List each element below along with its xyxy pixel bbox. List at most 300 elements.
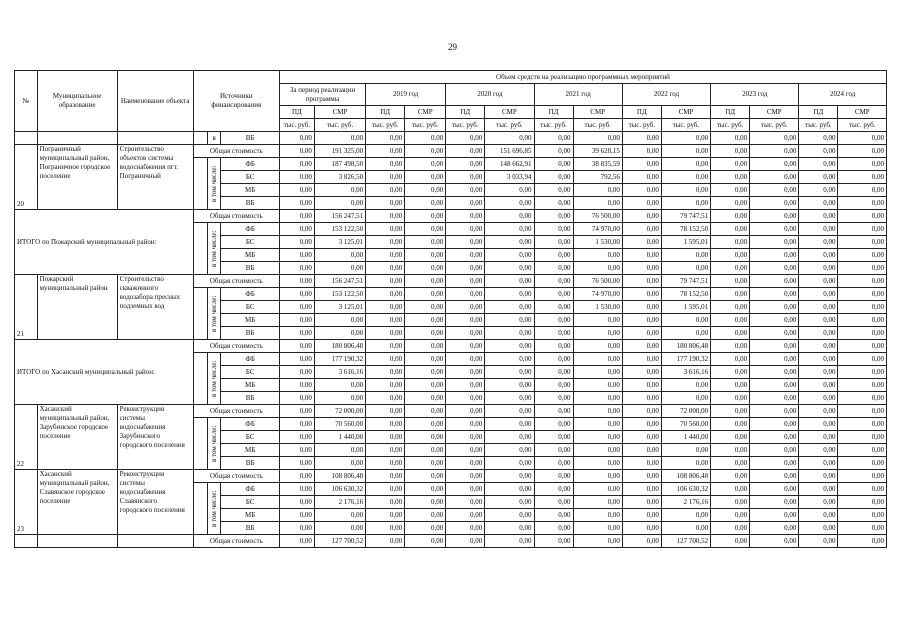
funding-table <box>14 70 887 548</box>
in-total-mark: в <box>208 132 221 145</box>
municipality: Хасанский муниципальный район, Зарубинское городское поселение <box>37 405 117 470</box>
value-cell: 0,00 <box>838 431 887 444</box>
value-cell: 0,00 <box>405 171 446 184</box>
value-cell: 1 530,00 <box>573 236 622 249</box>
value-cell: 2 176,16 <box>661 496 710 509</box>
value-cell: 0,00 <box>711 405 750 418</box>
value-cell: 0,00 <box>711 132 750 145</box>
value-cell: 0,00 <box>750 418 799 431</box>
value-cell: 0,00 <box>799 405 838 418</box>
value-cell: 39 628,15 <box>573 145 622 158</box>
value-cell: 156 247,51 <box>314 210 365 223</box>
in-total-label: в том числе: <box>208 158 221 210</box>
header-smr: СМР <box>838 106 887 119</box>
value-cell: 0,00 <box>279 184 314 197</box>
value-cell: 0,00 <box>314 444 365 457</box>
value-cell: 0,00 <box>446 379 485 392</box>
value-cell: 0,00 <box>485 327 534 340</box>
value-cell: 0,00 <box>799 418 838 431</box>
value-cell: 0,00 <box>622 418 661 431</box>
value-cell: 0,00 <box>485 535 534 548</box>
object-name: Реконструкция системы водоснабжения Славянского городского поселения <box>117 470 193 535</box>
value-cell: 0,00 <box>711 314 750 327</box>
value-cell: 0,00 <box>750 275 799 288</box>
value-cell: 0,00 <box>838 210 887 223</box>
value-cell: 0,00 <box>711 431 750 444</box>
empty-cell <box>15 132 38 145</box>
value-cell: 0,00 <box>838 444 887 457</box>
value-cell: 0,00 <box>573 132 622 145</box>
value-cell: 0,00 <box>622 275 661 288</box>
value-cell: 0,00 <box>534 249 573 262</box>
value-cell: 0,00 <box>799 236 838 249</box>
value-cell: 0,00 <box>366 340 405 353</box>
value-cell: 0,00 <box>838 379 887 392</box>
empty-cell <box>193 158 207 210</box>
value-cell: 0,00 <box>622 197 661 210</box>
value-cell: 0,00 <box>485 262 534 275</box>
value-cell: 0,00 <box>279 301 314 314</box>
value-cell: 0,00 <box>279 405 314 418</box>
header-pd: ПД <box>279 106 314 119</box>
value-cell: 0,00 <box>534 288 573 301</box>
value-cell: 156 247,51 <box>314 275 365 288</box>
value-cell: 0,00 <box>279 509 314 522</box>
value-cell: 0,00 <box>838 262 887 275</box>
value-cell: 0,00 <box>799 314 838 327</box>
itogo-label: ИТОГО по Пожарский муниципальный район: <box>15 210 194 275</box>
value-cell: 0,00 <box>799 145 838 158</box>
in-total-label: в том числе: <box>208 353 221 405</box>
in-total-label: в том числе: <box>208 288 221 340</box>
value-cell: 0,00 <box>573 249 622 262</box>
value-cell: 0,00 <box>534 418 573 431</box>
value-cell: 0,00 <box>799 470 838 483</box>
value-cell: 0,00 <box>838 483 887 496</box>
value-cell: 0,00 <box>405 249 446 262</box>
value-cell: 0,00 <box>405 145 446 158</box>
value-cell: 0,00 <box>711 184 750 197</box>
value-cell: 0,00 <box>405 535 446 548</box>
value-cell: 0,00 <box>622 327 661 340</box>
value-cell: 0,00 <box>750 483 799 496</box>
value-cell: 76 500,00 <box>573 210 622 223</box>
value-cell: 0,00 <box>366 496 405 509</box>
value-cell: 0,00 <box>446 262 485 275</box>
header-period: За период реализации программы <box>279 84 365 106</box>
value-cell: 0,00 <box>366 405 405 418</box>
value-cell: 0,00 <box>799 184 838 197</box>
value-cell: 78 152,50 <box>661 288 710 301</box>
value-cell: 0,00 <box>750 379 799 392</box>
table-row <box>15 132 887 145</box>
value-cell: 0,00 <box>711 496 750 509</box>
value-cell: 0,00 <box>366 301 405 314</box>
header-year: 2023 год <box>711 84 799 106</box>
header-year: 2022 год <box>622 84 710 106</box>
source-code: МБ <box>221 314 280 327</box>
value-cell: 0,00 <box>838 366 887 379</box>
value-cell: 0,00 <box>366 418 405 431</box>
value-cell: 0,00 <box>750 262 799 275</box>
header-sources: Источники финансирования <box>193 71 279 132</box>
value-cell: 0,00 <box>446 314 485 327</box>
value-cell: 0,00 <box>573 340 622 353</box>
header-smr: СМР <box>405 106 446 119</box>
value-cell: 0,00 <box>838 353 887 366</box>
value-cell: 0,00 <box>711 340 750 353</box>
value-cell: 0,00 <box>314 522 365 535</box>
value-cell: 0,00 <box>838 457 887 470</box>
value-cell: 0,00 <box>750 223 799 236</box>
value-cell: 0,00 <box>622 223 661 236</box>
value-cell: 0,00 <box>622 340 661 353</box>
value-cell: 0,00 <box>446 457 485 470</box>
source-code: ФБ <box>221 223 280 236</box>
value-cell: 0,00 <box>661 145 710 158</box>
value-cell: 0,00 <box>838 509 887 522</box>
source-code: БС <box>221 171 280 184</box>
value-cell: 79 747,51 <box>661 210 710 223</box>
value-cell: 0,00 <box>366 132 405 145</box>
value-cell: 0,00 <box>573 509 622 522</box>
value-cell: 0,00 <box>573 418 622 431</box>
value-cell: 0,00 <box>279 197 314 210</box>
value-cell: 0,00 <box>446 444 485 457</box>
value-cell: 0,00 <box>750 327 799 340</box>
header-smr: СМР <box>485 106 534 119</box>
value-cell: 3 826,50 <box>314 171 365 184</box>
value-cell: 0,00 <box>661 457 710 470</box>
value-cell: 0,00 <box>279 249 314 262</box>
value-cell: 0,00 <box>314 197 365 210</box>
source-code: БС <box>221 301 280 314</box>
value-cell: 0,00 <box>750 353 799 366</box>
row-number: 23 <box>15 470 38 535</box>
value-cell: 151 696,85 <box>485 145 534 158</box>
value-cell: 0,00 <box>838 314 887 327</box>
value-cell: 74 970,00 <box>573 223 622 236</box>
value-cell: 0,00 <box>446 431 485 444</box>
value-cell: 0,00 <box>279 496 314 509</box>
value-cell: 3 033,94 <box>485 171 534 184</box>
empty-cell <box>15 535 38 548</box>
row-number: 22 <box>15 405 38 470</box>
value-cell: 0,00 <box>573 535 622 548</box>
value-cell: 0,00 <box>573 379 622 392</box>
value-cell: 0,00 <box>534 522 573 535</box>
value-cell: 0,00 <box>838 249 887 262</box>
value-cell: 38 835,59 <box>573 158 622 171</box>
value-cell: 0,00 <box>366 236 405 249</box>
header-year: 2019 год <box>366 84 446 106</box>
value-cell: 0,00 <box>405 405 446 418</box>
value-cell: 0,00 <box>485 444 534 457</box>
value-cell: 0,00 <box>573 444 622 457</box>
value-cell: 0,00 <box>750 184 799 197</box>
value-cell: 70 560,00 <box>314 418 365 431</box>
value-cell: 0,00 <box>622 392 661 405</box>
value-cell: 0,00 <box>799 431 838 444</box>
value-cell: 0,00 <box>279 327 314 340</box>
value-cell: 74 970,00 <box>573 288 622 301</box>
value-cell: 0,00 <box>366 444 405 457</box>
value-cell: 0,00 <box>622 353 661 366</box>
value-cell: 0,00 <box>750 470 799 483</box>
value-cell: 0,00 <box>534 444 573 457</box>
value-cell: 0,00 <box>279 223 314 236</box>
value-cell: 0,00 <box>485 197 534 210</box>
value-cell: 0,00 <box>534 197 573 210</box>
value-cell: 0,00 <box>366 314 405 327</box>
value-cell: 0,00 <box>314 327 365 340</box>
value-cell: 0,00 <box>711 483 750 496</box>
value-cell: 0,00 <box>573 366 622 379</box>
value-cell: 0,00 <box>405 509 446 522</box>
value-cell: 0,00 <box>534 158 573 171</box>
value-cell: 0,00 <box>485 470 534 483</box>
value-cell: 0,00 <box>279 210 314 223</box>
value-cell: 0,00 <box>661 171 710 184</box>
value-cell: 0,00 <box>534 405 573 418</box>
value-cell: 0,00 <box>711 210 750 223</box>
value-cell: 0,00 <box>534 496 573 509</box>
total-cost-label: Общая стоимость <box>193 145 279 158</box>
source-code: ВБ <box>221 197 280 210</box>
value-cell: 0,00 <box>799 379 838 392</box>
value-cell: 72 000,00 <box>314 405 365 418</box>
value-cell: 0,00 <box>485 184 534 197</box>
value-cell: 0,00 <box>711 444 750 457</box>
value-cell: 106 630,32 <box>314 483 365 496</box>
value-cell: 0,00 <box>711 236 750 249</box>
value-cell: 0,00 <box>838 405 887 418</box>
value-cell: 0,00 <box>711 327 750 340</box>
value-cell: 0,00 <box>534 535 573 548</box>
value-cell: 0,00 <box>366 249 405 262</box>
value-cell: 0,00 <box>799 158 838 171</box>
value-cell: 0,00 <box>446 210 485 223</box>
value-cell: 0,00 <box>279 457 314 470</box>
value-cell: 0,00 <box>405 184 446 197</box>
value-cell: 0,00 <box>750 457 799 470</box>
value-cell: 0,00 <box>279 379 314 392</box>
value-cell: 0,00 <box>622 171 661 184</box>
value-cell: 0,00 <box>661 158 710 171</box>
value-cell: 0,00 <box>314 457 365 470</box>
value-cell: 0,00 <box>446 301 485 314</box>
header-pd: ПД <box>366 106 405 119</box>
empty-cell <box>193 418 207 470</box>
value-cell: 0,00 <box>279 314 314 327</box>
empty-cell <box>193 223 207 275</box>
value-cell: 0,00 <box>799 392 838 405</box>
value-cell: 0,00 <box>573 314 622 327</box>
value-cell: 1 440,00 <box>661 431 710 444</box>
value-cell: 0,00 <box>279 158 314 171</box>
value-cell: 0,00 <box>534 457 573 470</box>
value-cell: 0,00 <box>366 353 405 366</box>
value-cell: 0,00 <box>622 535 661 548</box>
value-cell: 0,00 <box>279 353 314 366</box>
value-cell: 0,00 <box>711 392 750 405</box>
value-cell: 0,00 <box>366 470 405 483</box>
value-cell: 0,00 <box>405 470 446 483</box>
value-cell: 0,00 <box>366 483 405 496</box>
value-cell: 0,00 <box>446 249 485 262</box>
value-cell: 0,00 <box>711 509 750 522</box>
empty-cell <box>193 483 207 535</box>
value-cell: 0,00 <box>622 405 661 418</box>
value-cell: 0,00 <box>534 275 573 288</box>
value-cell: 0,00 <box>446 353 485 366</box>
header-object: Наименование объекта <box>117 71 193 132</box>
value-cell: 0,00 <box>799 275 838 288</box>
value-cell: 0,00 <box>366 210 405 223</box>
value-cell: 0,00 <box>750 158 799 171</box>
total-cost-label: Общая стоимость <box>193 535 279 548</box>
value-cell: 0,00 <box>446 483 485 496</box>
empty-cell <box>193 288 207 340</box>
value-cell: 0,00 <box>405 392 446 405</box>
source-code: МБ <box>221 444 280 457</box>
total-cost-label: Общая стоимость <box>193 210 279 223</box>
value-cell: 3 616,16 <box>661 366 710 379</box>
value-cell: 0,00 <box>534 184 573 197</box>
value-cell: 0,00 <box>405 431 446 444</box>
value-cell: 0,00 <box>661 444 710 457</box>
value-cell: 0,00 <box>711 301 750 314</box>
value-cell: 0,00 <box>622 431 661 444</box>
value-cell: 0,00 <box>711 288 750 301</box>
value-cell: 0,00 <box>799 444 838 457</box>
value-cell: 0,00 <box>838 496 887 509</box>
value-cell: 0,00 <box>622 184 661 197</box>
value-cell: 0,00 <box>446 236 485 249</box>
value-cell: 792,56 <box>573 171 622 184</box>
value-cell: 0,00 <box>573 197 622 210</box>
value-cell: 0,00 <box>750 249 799 262</box>
value-cell: 0,00 <box>446 184 485 197</box>
value-cell: 0,00 <box>405 340 446 353</box>
value-cell: 0,00 <box>622 158 661 171</box>
value-cell: 0,00 <box>799 249 838 262</box>
value-cell: 0,00 <box>405 496 446 509</box>
value-cell: 0,00 <box>366 262 405 275</box>
value-cell: 0,00 <box>485 405 534 418</box>
total-cost-label: Общая стоимость <box>193 340 279 353</box>
value-cell: 72 000,00 <box>661 405 710 418</box>
value-cell: 0,00 <box>366 366 405 379</box>
value-cell: 180 806,48 <box>661 340 710 353</box>
value-cell: 0,00 <box>750 431 799 444</box>
value-cell: 0,00 <box>661 314 710 327</box>
value-cell: 0,00 <box>405 275 446 288</box>
value-cell: 0,00 <box>661 379 710 392</box>
value-cell: 0,00 <box>799 457 838 470</box>
municipality: Хасанский муниципальный район, Славянское городское поселение <box>37 470 117 535</box>
value-cell: 0,00 <box>446 327 485 340</box>
value-cell: 0,00 <box>661 262 710 275</box>
empty-cell <box>117 132 193 145</box>
value-cell: 0,00 <box>534 210 573 223</box>
value-cell: 0,00 <box>446 509 485 522</box>
value-cell: 0,00 <box>534 431 573 444</box>
value-cell: 0,00 <box>799 223 838 236</box>
object-name: Строительство скважинного водозабора пресных подземных вод <box>117 275 193 340</box>
value-cell: 180 806,48 <box>314 340 365 353</box>
value-cell: 0,00 <box>485 210 534 223</box>
value-cell: 0,00 <box>279 418 314 431</box>
object-name: Строительство объектов системы водоснабжения пгт. Пограничный <box>117 145 193 210</box>
value-cell: 0,00 <box>799 171 838 184</box>
header-unit: тыс. руб. <box>838 119 887 132</box>
value-cell: 0,00 <box>838 184 887 197</box>
header-unit: тыс. руб. <box>485 119 534 132</box>
value-cell: 78 152,50 <box>661 223 710 236</box>
value-cell: 0,00 <box>799 509 838 522</box>
value-cell: 0,00 <box>405 418 446 431</box>
source-code: ФБ <box>221 483 280 496</box>
row-number: 21 <box>15 275 38 340</box>
table-row <box>15 340 887 353</box>
header-unit: тыс. руб. <box>573 119 622 132</box>
value-cell: 0,00 <box>799 210 838 223</box>
value-cell: 0,00 <box>485 366 534 379</box>
value-cell: 0,00 <box>534 132 573 145</box>
value-cell: 153 122,50 <box>314 223 365 236</box>
value-cell: 0,00 <box>366 197 405 210</box>
value-cell: 0,00 <box>485 353 534 366</box>
source-code: БС <box>221 366 280 379</box>
value-cell: 0,00 <box>405 314 446 327</box>
source-code: ФБ <box>221 288 280 301</box>
value-cell: 0,00 <box>838 288 887 301</box>
value-cell: 0,00 <box>534 223 573 236</box>
value-cell: 0,00 <box>622 379 661 392</box>
value-cell: 0,00 <box>485 236 534 249</box>
value-cell: 0,00 <box>838 158 887 171</box>
value-cell: 0,00 <box>799 366 838 379</box>
value-cell: 0,00 <box>799 522 838 535</box>
header-smr: СМР <box>314 106 365 119</box>
value-cell: 0,00 <box>366 522 405 535</box>
header-unit: тыс. руб. <box>661 119 710 132</box>
total-cost-label: Общая стоимость <box>193 275 279 288</box>
value-cell: 0,00 <box>838 275 887 288</box>
value-cell: 0,00 <box>485 132 534 145</box>
value-cell: 0,00 <box>622 145 661 158</box>
empty-cell <box>117 535 193 548</box>
value-cell: 0,00 <box>573 353 622 366</box>
value-cell: 0,00 <box>534 236 573 249</box>
value-cell: 187 498,50 <box>314 158 365 171</box>
value-cell: 0,00 <box>279 366 314 379</box>
value-cell: 0,00 <box>446 145 485 158</box>
value-cell: 0,00 <box>366 431 405 444</box>
header-pd: ПД <box>711 106 750 119</box>
header-number: № <box>15 71 38 132</box>
value-cell: 0,00 <box>314 184 365 197</box>
value-cell: 0,00 <box>573 327 622 340</box>
value-cell: 0,00 <box>446 522 485 535</box>
value-cell: 0,00 <box>799 288 838 301</box>
value-cell: 0,00 <box>485 379 534 392</box>
header-unit: тыс. руб. <box>750 119 799 132</box>
value-cell: 0,00 <box>405 236 446 249</box>
header-unit: тыс. руб. <box>799 119 838 132</box>
value-cell: 0,00 <box>405 444 446 457</box>
